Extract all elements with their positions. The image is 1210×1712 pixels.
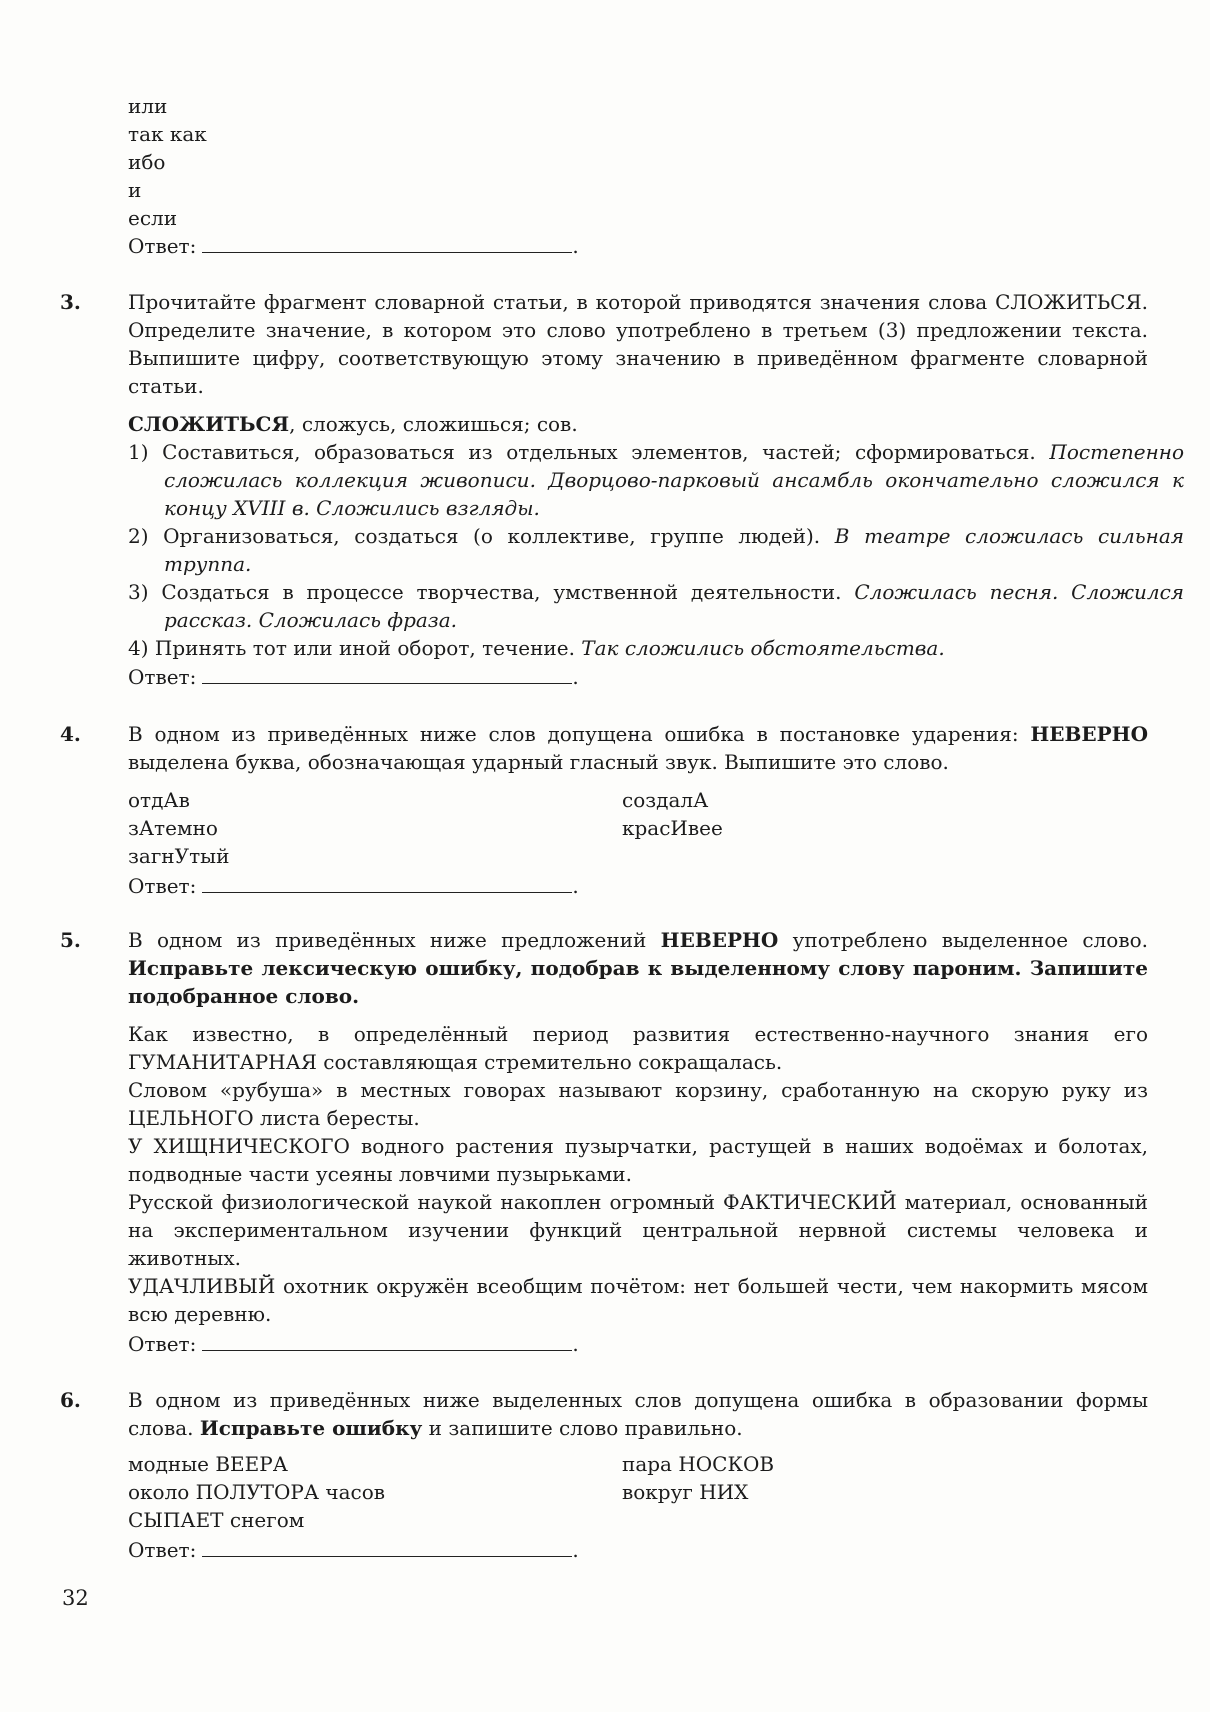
sense-definition: Создаться в процессе творчества, умственной деятельности. — [161, 580, 855, 604]
prompt-text: В одном из приведённых ниже выделенных слов допущена ошибка в образовании формы слова. — [128, 1388, 1148, 1440]
dictionary-sense — [128, 578, 1184, 634]
prompt-text: употреблено выделенное слово. — [778, 928, 1148, 952]
sentence-option: У ХИЩНИЧЕСКОГО водного растения пузырчатки, растущей в наших водоёмах и болотах, подводные части усеяны ловчими пузырьками. — [128, 1134, 1148, 1186]
prompt-emphasis: НЕВЕРНО — [660, 928, 779, 952]
question-number: 3. — [60, 290, 81, 314]
dictionary-headword-line — [128, 410, 1148, 438]
question-number: 6. — [60, 1388, 81, 1412]
sense-definition: Составиться, образоваться из отдельных элементов, частей; сформироваться. — [162, 440, 1050, 464]
sense-example: В театре сложилась сильная труппа. — [164, 524, 1185, 576]
question-prompt — [128, 1386, 1148, 1442]
sense-definition: Организоваться, создаться (о коллективе, группе людей). — [163, 524, 835, 548]
word-option: зАтемно — [128, 816, 218, 840]
answer-field[interactable]: Ответ: . — [128, 1538, 579, 1562]
word-option: около ПОЛУТОРА часов — [128, 1480, 386, 1504]
question-number: 5. — [60, 928, 81, 952]
answer-field[interactable]: Ответ: . — [128, 234, 579, 258]
word-option: если — [128, 206, 178, 230]
question-number: 4. — [60, 722, 81, 746]
answer-field[interactable]: Ответ: . — [128, 1332, 579, 1356]
word-option: и — [128, 178, 142, 202]
sense-example: Постепенно сложилась коллекция живописи. Дворцово-парковый ансамбль окончательно сложился к концу XVIII в. Сложились взгляды. — [164, 440, 1185, 520]
question-prompt — [128, 720, 1148, 776]
prompt-text: и запишите слово правильно. — [422, 1416, 743, 1440]
sense-number: 2) — [128, 524, 149, 548]
word-option: загнУтый — [128, 844, 230, 868]
word-option: вокруг НИХ — [622, 1480, 749, 1504]
word-option: красИвее — [622, 816, 723, 840]
sense-example: Сложилась песня. Сложился рассказ. Сложилась фраза. — [164, 580, 1185, 632]
answer-label: Ответ: — [128, 1332, 197, 1356]
question-prompt: Прочитайте фрагмент словарной статьи, в которой приводятся значения слова СЛОЖИТЬСЯ. Определите значение, в котором это слово употреблено в третьем (3) предложении текста. Выпишите цифру, соответствующую этому значению в приведённом фрагменте словарной статьи. — [128, 290, 1148, 398]
prompt-text: В одном из приведённых ниже слов допущена ошибка в постановке ударения: — [128, 722, 1031, 746]
dictionary-sense — [128, 634, 1184, 662]
sentence-option: Словом «рубуша» в местных говорах называют корзину, сработанную на скорую руку из ЦЕЛЬНОГО листа бересты. — [128, 1078, 1148, 1130]
answer-field[interactable]: Ответ: . — [128, 874, 579, 898]
sense-example: Так сложились обстоятельства. — [581, 636, 945, 660]
sense-number: 3) — [128, 580, 149, 604]
question-prompt — [128, 926, 1148, 1010]
prompt-emphasis: Исправьте ошибку — [199, 1416, 423, 1440]
prompt-emphasis: Исправьте лексическую ошибку, подобрав к выделенному слову пароним. Запишите подобранное слово. — [128, 956, 1148, 1008]
sentence-option: Русской физиологической наукой накоплен огромный ФАКТИЧЕСКИЙ материал, основанный на экспериментальном изучении функций центральной нервной системы человека и животных. — [128, 1190, 1148, 1270]
sentence-option: Как известно, в определённый период развития естественно-научного знания его ГУМАНИТАРНАЯ составляющая стремительно сокращалась. — [128, 1022, 1148, 1074]
word-option: или — [128, 94, 168, 118]
word-option: модные ВЕЕРА — [128, 1452, 288, 1476]
answer-label: Ответ: — [128, 234, 197, 258]
dictionary-sense — [128, 438, 1184, 522]
page-number: 32 — [62, 1586, 89, 1610]
word-option: так как — [128, 122, 207, 146]
word-option: СЫПАЕТ снегом — [128, 1508, 305, 1532]
answer-field[interactable]: Ответ: . — [128, 665, 579, 689]
word-option: пара НОСКОВ — [622, 1452, 775, 1476]
answer-label: Ответ: — [128, 874, 197, 898]
prompt-text: выделена буква, обозначающая ударный гласный звук. Выпишите это слово. — [128, 750, 949, 774]
prompt-text: В одном из приведённых ниже предложений — [128, 928, 661, 952]
word-option: ибо — [128, 150, 166, 174]
word-option: создалА — [622, 788, 709, 812]
answer-label: Ответ: — [128, 665, 197, 689]
word-option: отдАв — [128, 788, 190, 812]
sentence-option: УДАЧЛИВЫЙ охотник окружён всеобщим почётом: нет большей чести, чем накормить мясом всю деревню. — [128, 1274, 1148, 1326]
sense-definition: Принять тот или иной оборот, течение. — [154, 636, 582, 660]
prompt-emphasis: НЕВЕРНО — [1030, 722, 1148, 746]
sense-number: 1) — [128, 440, 149, 464]
dictionary-grammar: , сложусь, сложишься; сов. — [289, 412, 578, 436]
sense-number: 4) — [128, 636, 149, 660]
dictionary-sense — [128, 522, 1184, 578]
answer-label: Ответ: — [128, 1538, 197, 1562]
dictionary-headword: СЛОЖИТЬСЯ — [128, 412, 290, 436]
